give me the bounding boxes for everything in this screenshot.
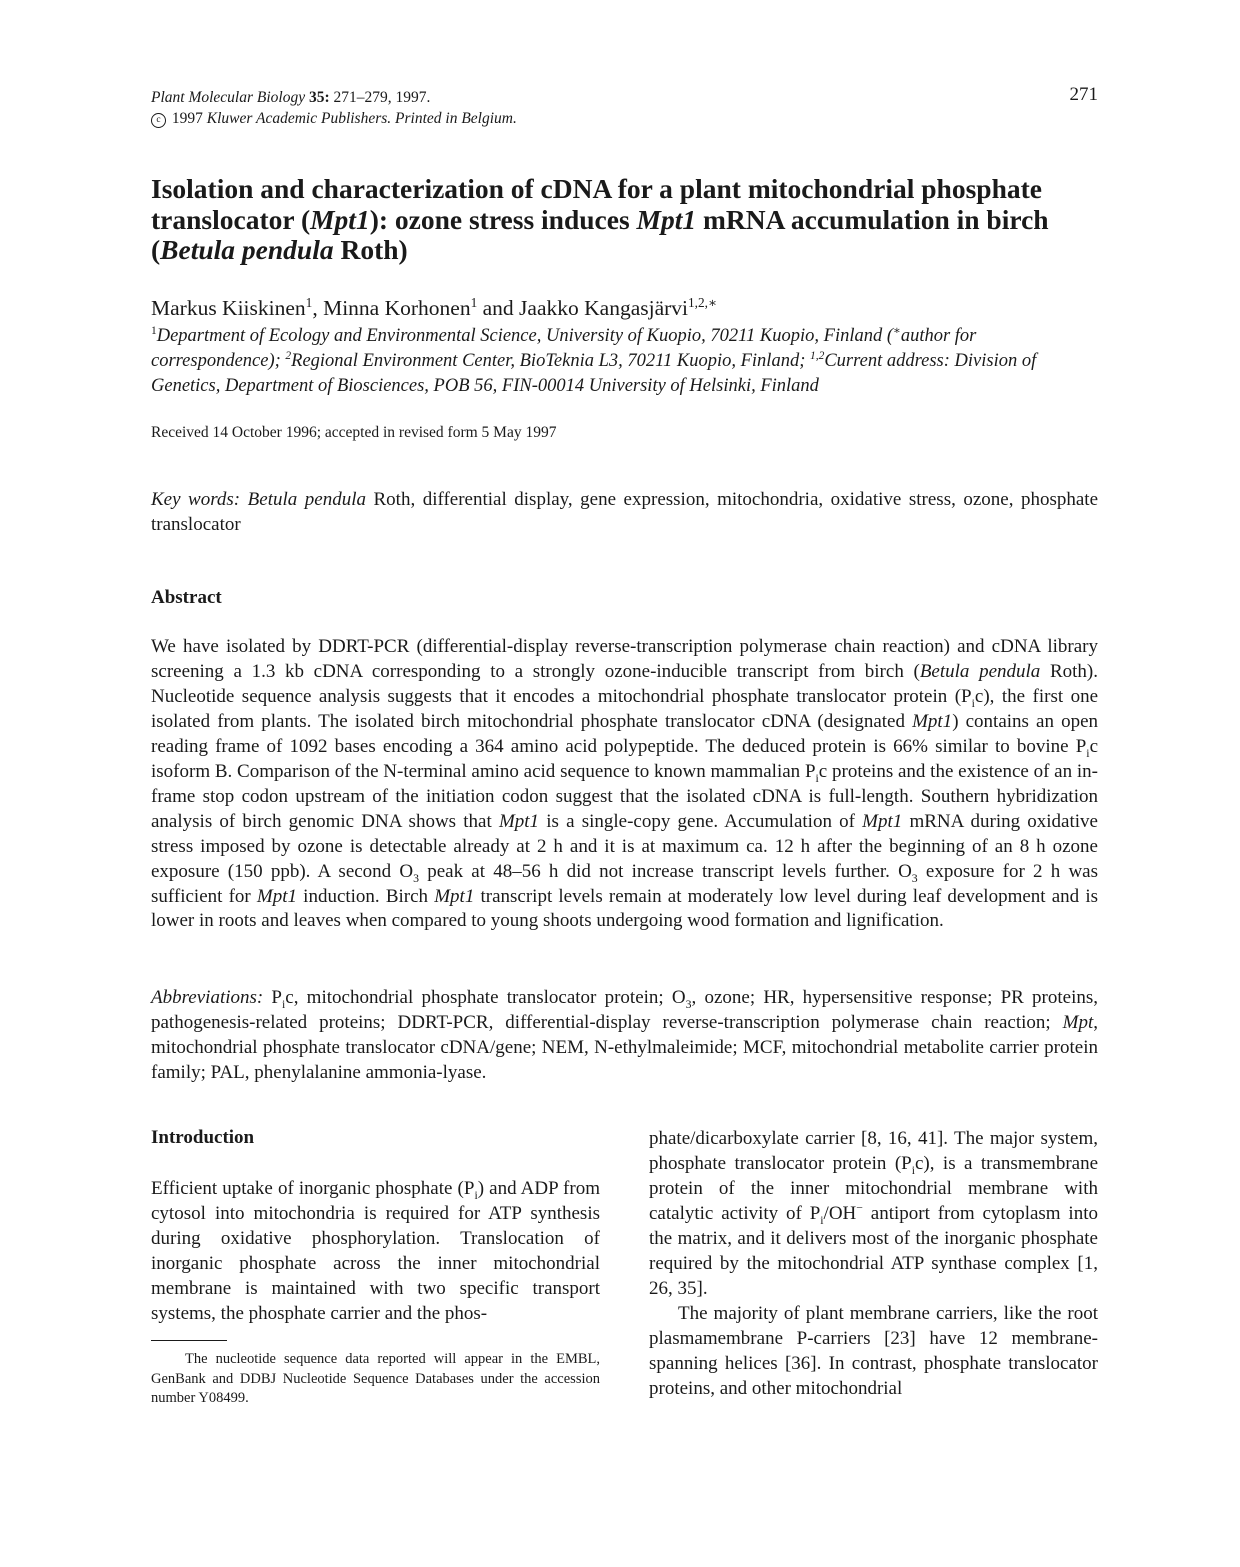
abbreviations-label: Abbreviations: xyxy=(151,987,264,1008)
affil-sup: 2 xyxy=(285,349,292,362)
keywords-species: Betula pendula xyxy=(247,489,366,510)
affil-text: Department of Ecology and Environmental Science, University of Kuopio, 70211 Kuopio, Finland ( xyxy=(156,326,894,346)
intro-paragraph: phate/dicarboxylate carrier [8, 16, 41]. The major system, phosphate translocator protein $(P_ic)$, is a transmembrane protein of the inner mitochondrial membrane with catalytic activity of $P_i/OH^-$ antiport from cytoplasm into the matrix, and it delivers most of the inorganic phosphate required by the mitochondrial ATP synthase complex [1, 26, 35]. xyxy=(649,1128,1099,1299)
copyright-icon: c xyxy=(151,113,166,128)
publisher-line: Kluwer Academic Publishers. Printed in Belgium. xyxy=(206,110,517,127)
author-name: , Minna Korhonen xyxy=(312,296,471,320)
author-list xyxy=(151,295,717,321)
keywords-text: Roth, differential display, gene expression, mitochondria, oxidative stress, ozone, phosphate translocator xyxy=(151,489,1099,535)
title-text: ): ozone stress induces xyxy=(369,203,637,235)
received-dates: Received 14 October 1996; accepted in revised form 5 May 1997 xyxy=(151,424,557,441)
author-sup: 1 xyxy=(305,294,313,310)
author-name: Markus Kiiskinen xyxy=(151,296,306,320)
keywords xyxy=(151,487,1098,537)
affil-sup: ∗ xyxy=(893,324,901,337)
affil-text: Regional Environment Center, BioTeknia L3, 70211 Kuopio, Finland; xyxy=(291,351,810,371)
journal-pages-year: 271–279, 1997. xyxy=(333,89,431,106)
intro-paragraph: Efficient uptake of inorganic phosphate $(P_i)$ and ADP from cytosol into mitochondria is required for ATP synthesis during oxidative phosphorylation. Translocation of inorganic phosphate across the inner mitochondrial membrane is maintained with two specific transport systems, the phosphate carrier and the phos- xyxy=(151,1178,600,1324)
title-gene: Mpt1 xyxy=(310,203,370,235)
abbreviations: Abbreviations: $P_ic$, mitochondrial phosphate translocator protein; $O_3$, ozone; HR, hypersensitive response; PR proteins, pathogenesis-related proteins; DDRT-PCR, differential-display reverse-transcription polymerase chain reaction; Mpt, mitochondrial phosphate translocator cDNA/gene; NEM, N-ethylmaleimide; MCF, mitochondrial metabolite carrier protein family; PAL, phenylalanine ammonia-lyase. xyxy=(151,987,1098,1083)
paper-title xyxy=(151,174,1101,266)
title-text: Isolation and characterization of cDNA for a plant mitochondrial phosphate translocator ( xyxy=(151,173,1042,235)
author-sup: 1 xyxy=(470,294,478,310)
journal-header xyxy=(151,87,517,129)
title-text: mRNA accumulation in birch ( xyxy=(151,203,1049,265)
author-name: and Jaakko Kangasjärvi xyxy=(477,296,689,320)
intro-paragraph: The majority of plant membrane carriers, like the root plasmamembrane P-carriers [23] have 12 membrane-spanning helices [36]. In contrast, phosphate translocator proteins, and other mitochondrial xyxy=(649,1303,1098,1399)
abstract-body: We have isolated by DDRT-PCR (differential-display reverse-transcription polymerase chain reaction) and cDNA library screening a 1.3 kb cDNA corresponding to a strongly ozone-inducible transcript from birch (Betula pendula Roth). Nucleotide sequence analysis suggests that it encodes a mitochondrial phosphate translocator protein $(P_ic)$, the first one isolated from plants. The isolated birch mitochondrial phosphate translocator cDNA (designated Mpt1) contains an open reading frame of 1092 bases encoding a 364 amino acid polypeptide. The deduced protein is 66% similar to bovine $P_ic$ isoform B. Comparison of the N-terminal amino acid sequence to known mammalian $P_ic$ proteins and the existence of an in-frame stop codon upstream of the initiation codon suggest that the isolated cDNA is full-length. Southern hybridization analysis of birch genomic DNA shows that Mpt1 is a single-copy gene. Accumulation of Mpt1 mRNA during oxidative stress imposed by ozone is detectable already at 2 h and it is at maximum ca. 12 h after the beginning of an 8 h ozone exposure (150 ppb). A second $O_3$ peak at 48–56 h did not increase transcript levels further. $O_3$ exposure for 2 h was sufficient for Mpt1 induction. Birch Mpt1 transcript levels remain at moderately low level during leaf development and is lower in roots and leaves when compared to young shoots undergoing wood formation and lignification. xyxy=(151,636,1099,932)
affiliations xyxy=(151,324,1099,399)
copyright-year: 1997 xyxy=(171,110,203,127)
keywords-label: Key words: xyxy=(151,489,241,510)
abstract-heading: Abstract xyxy=(151,587,222,608)
footnote: The nucleotide sequence data reported will appear in the EMBL, GenBank and DDBJ Nucleotide Sequence Databases under the accession number Y08499. xyxy=(151,1351,600,1406)
intro-column-right xyxy=(649,1126,1098,1401)
footnote-divider xyxy=(151,1340,227,1341)
affil-sup: 1,2 xyxy=(809,349,825,362)
affil-sup: 1 xyxy=(151,324,157,337)
title-species: Betula pendula xyxy=(160,234,334,265)
title-gene: Mpt1 xyxy=(636,203,697,235)
affil-text: Current address: Division of Genetics, Department of Biosciences, POB 56, FIN-00014 University of Helsinki, Finland xyxy=(151,351,1037,396)
intro-column-left xyxy=(151,1176,600,1326)
title-text: Roth) xyxy=(333,234,408,265)
page-number: 271 xyxy=(1069,84,1098,105)
affil-text: author for correspondence); xyxy=(151,326,977,371)
journal-volume: 35: xyxy=(308,89,330,106)
journal-name: Plant Molecular Biology xyxy=(151,89,306,106)
author-sup: 1,2,∗ xyxy=(688,294,718,310)
introduction-heading: Introduction xyxy=(151,1127,255,1148)
